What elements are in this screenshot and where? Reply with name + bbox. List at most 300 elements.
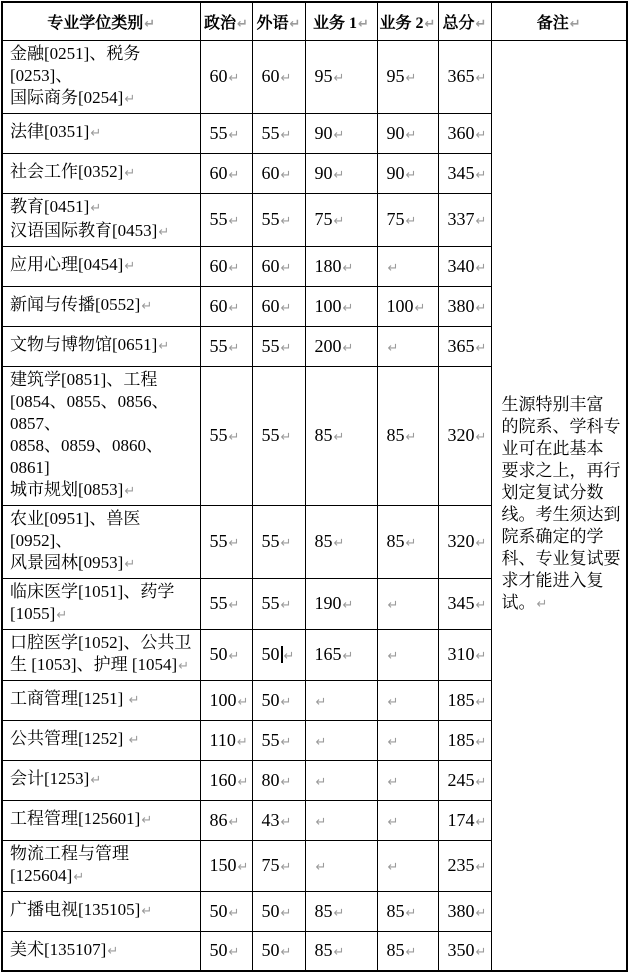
cell-value: 50 (261, 689, 280, 710)
cell-value: 55 (209, 593, 228, 613)
return-mark-icon: ↵ (228, 536, 240, 551)
return-mark-icon: ↵ (475, 814, 487, 830)
cell-politics[interactable] (200, 505, 252, 578)
text-cursor (281, 646, 283, 663)
cell-business2[interactable] (377, 366, 438, 505)
cell-foreign[interactable] (252, 840, 305, 891)
cell-total[interactable] (438, 113, 491, 153)
cell-text: 新闻与传播[0552] (10, 295, 141, 314)
cell-value: 337 (447, 209, 475, 229)
cell-foreign[interactable] (252, 505, 305, 578)
cell-total[interactable] (438, 840, 491, 891)
return-mark-icon: ↵ (280, 905, 292, 921)
cell-total[interactable] (438, 153, 491, 193)
cell-total[interactable] (438, 326, 491, 366)
cell-category[interactable] (2, 800, 200, 840)
return-mark-icon: ↵ (158, 224, 170, 240)
cell-politics[interactable] (200, 40, 252, 113)
table-row (2, 40, 627, 113)
cell-text: 院系确定的学 (501, 527, 604, 547)
return-mark-icon: ↵ (280, 598, 292, 613)
cell-category[interactable] (2, 193, 200, 246)
return-mark-icon: ↵ (280, 860, 292, 875)
cell-foreign[interactable] (252, 153, 305, 193)
return-mark-icon: ↵ (475, 905, 487, 921)
return-mark-icon: ↵ (405, 945, 417, 961)
return-mark-icon: ↵ (124, 556, 136, 572)
return-mark-icon: ↵ (280, 694, 292, 710)
cell-value: 345 (447, 162, 475, 183)
cell-value: 55 (209, 531, 228, 551)
return-mark-icon: ↵ (280, 430, 292, 445)
remark-line (502, 416, 621, 438)
cell-value: 86 (209, 809, 228, 830)
cell-foreign[interactable] (252, 286, 305, 326)
cell-total[interactable] (438, 505, 491, 578)
cell-politics[interactable] (200, 286, 252, 326)
return-mark-icon: ↵ (228, 598, 240, 613)
cell-politics[interactable] (200, 760, 252, 800)
cell-category[interactable] (2, 629, 200, 680)
return-mark-icon: ↵ (333, 536, 345, 551)
cell-total[interactable] (438, 246, 491, 286)
return-mark-icon: ↵ (228, 260, 240, 276)
cell-business2[interactable] (377, 246, 438, 286)
cell-business1[interactable] (305, 246, 377, 286)
cell-business1[interactable] (305, 40, 377, 113)
cell-text: 文物与博物馆[0651] (10, 335, 158, 354)
cell-value: 55 (261, 425, 280, 445)
cell-value: 55 (261, 531, 280, 551)
cell-value: 90 (314, 122, 333, 143)
return-mark-icon: ↵ (141, 299, 153, 314)
return-mark-icon: ↵ (124, 483, 136, 499)
return-mark-icon: ↵ (228, 649, 240, 664)
cell-value: 160 (209, 769, 237, 790)
cell-foreign[interactable] (252, 246, 305, 286)
cell-business2[interactable] (377, 931, 438, 971)
return-mark-icon: ↵ (228, 127, 240, 143)
return-mark-icon: ↵ (280, 214, 292, 229)
cell-business2[interactable] (377, 840, 438, 891)
return-mark-icon: ↵ (289, 16, 301, 32)
cell-text: 临床医学[1051]、药学 (10, 581, 175, 601)
return-mark-icon: ↵ (280, 260, 292, 276)
cell-value: 90 (314, 162, 333, 183)
cell-category[interactable] (2, 891, 200, 931)
category-line (10, 768, 197, 792)
cell-text: [125604] (10, 865, 73, 885)
remark-line (502, 438, 621, 460)
category-line (10, 43, 197, 87)
cell-value: 380 (447, 295, 475, 316)
cell-foreign[interactable] (252, 680, 305, 720)
return-mark-icon: ↵ (342, 649, 354, 664)
cell-value: 360 (447, 122, 475, 143)
cell-value: 80 (261, 769, 280, 790)
cell-foreign[interactable] (252, 40, 305, 113)
return-mark-icon: ↵ (237, 694, 249, 710)
return-mark-icon: ↵ (475, 16, 487, 32)
cell-value: 345 (447, 593, 475, 613)
return-mark-icon: ↵ (387, 598, 399, 613)
cell-business2[interactable] (377, 113, 438, 153)
cell-value: 95 (314, 66, 333, 86)
cell-value: 90 (386, 162, 405, 183)
cell-value: 60 (209, 66, 228, 86)
return-mark-icon: ↵ (237, 16, 248, 32)
remark-line (502, 548, 621, 570)
cell-category[interactable] (2, 246, 200, 286)
cell-value: 55 (209, 209, 228, 229)
header-label: 政治 (204, 14, 237, 32)
cell-value: 95 (386, 66, 405, 86)
return-mark-icon: ↵ (280, 814, 292, 830)
cell-category[interactable] (2, 286, 200, 326)
cell-value: 43 (261, 809, 280, 830)
cell-foreign[interactable] (252, 578, 305, 629)
cell-text: 广播电视[135105] (10, 900, 141, 919)
return-mark-icon: ↵ (124, 259, 136, 274)
category-line (10, 196, 197, 220)
category-line (10, 508, 197, 552)
return-mark-icon: ↵ (387, 734, 399, 750)
cell-value: 50 (261, 900, 280, 921)
cell-value: 60 (261, 162, 280, 183)
cell-value: 320 (447, 531, 475, 551)
return-mark-icon: ↵ (90, 773, 102, 788)
cell-remark[interactable] (491, 40, 627, 971)
cell-value: 85 (314, 940, 333, 961)
cell-foreign[interactable] (252, 113, 305, 153)
return-mark-icon: ↵ (237, 860, 249, 875)
category-line (10, 899, 197, 923)
cell-category[interactable] (2, 760, 200, 800)
cell-total[interactable] (438, 578, 491, 629)
return-mark-icon: ↵ (280, 774, 292, 790)
cell-value: 174 (447, 809, 475, 830)
cell-text: 会计[1253] (10, 769, 90, 788)
cell-business2[interactable] (377, 629, 438, 680)
return-mark-icon: ↵ (405, 127, 417, 143)
header-label: 总分 (442, 14, 475, 32)
cell-value: 75 (314, 209, 333, 229)
cell-business1[interactable] (305, 840, 377, 891)
return-mark-icon: ↵ (475, 430, 487, 445)
cell-business2[interactable] (377, 800, 438, 840)
cell-text: 的院系、学科专 (501, 417, 621, 437)
cell-foreign[interactable] (252, 326, 305, 366)
return-mark-icon: ↵ (228, 905, 240, 921)
return-mark-icon: ↵ (280, 536, 292, 551)
cell-value: 55 (209, 335, 228, 356)
return-mark-icon: ↵ (475, 649, 487, 664)
cell-foreign[interactable] (252, 931, 305, 971)
cell-category[interactable] (2, 113, 200, 153)
cell-category[interactable] (2, 931, 200, 971)
return-mark-icon: ↵ (475, 536, 487, 551)
return-mark-icon: ↵ (228, 214, 240, 229)
return-mark-icon: ↵ (405, 536, 417, 551)
category-line (10, 552, 197, 576)
return-mark-icon: ↵ (141, 904, 153, 919)
cell-foreign[interactable] (252, 800, 305, 840)
cell-value: 320 (447, 425, 475, 445)
return-mark-icon: ↵ (475, 774, 487, 790)
cell-politics[interactable] (200, 578, 252, 629)
cell-category[interactable] (2, 153, 200, 193)
cell-value: 190 (314, 593, 342, 613)
cell-politics[interactable] (200, 326, 252, 366)
cell-category[interactable] (2, 40, 200, 113)
return-mark-icon: ↵ (405, 167, 417, 183)
column-header-business2[interactable] (377, 2, 438, 40)
cell-politics[interactable] (200, 931, 252, 971)
return-mark-icon: ↵ (228, 945, 240, 961)
return-mark-icon: ↵ (387, 814, 399, 830)
cell-politics[interactable] (200, 113, 252, 153)
cell-text: 工程管理[125601] (10, 809, 141, 828)
cell-text: 试。 (501, 593, 536, 613)
header-label: 业务 1 (313, 14, 358, 32)
return-mark-icon: ↵ (236, 734, 248, 750)
return-mark-icon: ↵ (475, 167, 487, 183)
cell-foreign[interactable] (252, 720, 305, 760)
column-header-politics[interactable] (200, 2, 252, 40)
cell-text: 建筑学[0851]、工程 (10, 369, 158, 389)
cell-total[interactable] (438, 931, 491, 971)
cell-total[interactable] (438, 800, 491, 840)
cell-category[interactable] (2, 505, 200, 578)
return-mark-icon: ↵ (228, 71, 240, 86)
cell-value: 85 (314, 425, 333, 445)
return-mark-icon: ↵ (387, 649, 399, 664)
cell-value: 110 (209, 729, 236, 750)
cell-business2[interactable] (377, 680, 438, 720)
cell-text: 风景园林[0953] (10, 552, 124, 572)
cell-business2[interactable] (377, 505, 438, 578)
cell-value: 55 (209, 425, 228, 445)
category-line (10, 688, 197, 712)
return-mark-icon: ↵ (228, 340, 240, 356)
cell-politics[interactable] (200, 366, 252, 505)
cell-value: 235 (447, 855, 475, 875)
return-mark-icon: ↵ (315, 694, 327, 710)
cell-politics[interactable] (200, 153, 252, 193)
return-mark-icon: ↵ (128, 693, 140, 708)
cell-value: 150 (209, 855, 237, 875)
cell-business1[interactable] (305, 629, 377, 680)
cell-foreign[interactable] (252, 760, 305, 800)
category-line (10, 581, 197, 603)
cell-value: 50 (209, 900, 228, 921)
cell-category[interactable] (2, 680, 200, 720)
return-mark-icon: ↵ (90, 126, 102, 141)
cell-business1[interactable] (305, 680, 377, 720)
cell-total[interactable] (438, 891, 491, 931)
cell-value: 85 (386, 900, 405, 921)
return-mark-icon: ↵ (228, 167, 240, 183)
remark-line (502, 394, 621, 416)
cell-value: 350 (447, 940, 475, 961)
cell-total[interactable] (438, 760, 491, 800)
cell-politics[interactable] (200, 891, 252, 931)
return-mark-icon: ↵ (141, 813, 153, 828)
column-header-business1[interactable] (305, 2, 377, 40)
return-mark-icon: ↵ (475, 598, 487, 613)
cell-business1[interactable] (305, 153, 377, 193)
return-mark-icon: ↵ (280, 340, 292, 356)
cell-total[interactable] (438, 366, 491, 505)
cell-business2[interactable] (377, 40, 438, 113)
return-mark-icon: ↵ (405, 905, 417, 921)
remark-line (502, 526, 621, 548)
cell-value: 100 (314, 295, 342, 316)
cell-politics[interactable] (200, 193, 252, 246)
column-header-category[interactable] (2, 2, 200, 40)
return-mark-icon: ↵ (107, 943, 119, 959)
cell-total[interactable] (438, 40, 491, 113)
cell-value: 90 (386, 122, 405, 143)
cell-text: 求才能进入复 (501, 571, 604, 591)
cell-foreign[interactable] (252, 629, 305, 680)
category-line (10, 603, 197, 627)
cell-value: 50 (209, 940, 228, 961)
cell-category[interactable] (2, 326, 200, 366)
category-line (10, 865, 197, 889)
admission-score-table (1, 1, 628, 972)
table-body (2, 40, 627, 971)
header-label: 备注 (536, 14, 569, 32)
cell-business2[interactable] (377, 153, 438, 193)
cell-business1[interactable] (305, 505, 377, 578)
cell-business1[interactable] (305, 578, 377, 629)
return-mark-icon: ↵ (475, 300, 487, 316)
cell-politics[interactable] (200, 720, 252, 760)
cell-politics[interactable] (200, 800, 252, 840)
remark-line (502, 592, 621, 616)
cell-total[interactable] (438, 193, 491, 246)
cell-text: 生源特别丰富 (501, 395, 604, 415)
cell-foreign[interactable] (252, 891, 305, 931)
cell-text: 法律[0351] (10, 122, 90, 141)
cell-value: 365 (447, 335, 475, 356)
category-line (10, 391, 197, 435)
cell-value: 55 (261, 593, 280, 613)
return-mark-icon: ↵ (387, 694, 399, 710)
cell-category[interactable] (2, 578, 200, 629)
cell-text: 农业[0951]、兽医[0952]、 (10, 508, 141, 550)
cell-business1[interactable] (305, 113, 377, 153)
return-mark-icon: ↵ (237, 774, 249, 790)
column-header-remark[interactable] (491, 2, 627, 40)
cell-business2[interactable] (377, 891, 438, 931)
cell-business1[interactable] (305, 760, 377, 800)
cell-category[interactable] (2, 720, 200, 760)
return-mark-icon: ↵ (475, 214, 487, 229)
return-mark-icon: ↵ (414, 300, 426, 316)
cell-business1[interactable] (305, 800, 377, 840)
column-header-foreign-language[interactable] (252, 2, 305, 40)
cell-business2[interactable] (377, 193, 438, 246)
cell-value: 100 (209, 689, 237, 710)
cell-total[interactable] (438, 629, 491, 680)
cell-business1[interactable] (305, 366, 377, 505)
cell-business1[interactable] (305, 326, 377, 366)
cell-value: 60 (261, 66, 280, 86)
return-mark-icon: ↵ (280, 945, 292, 961)
category-line (10, 435, 197, 479)
cell-text: 线。考生须达到 (501, 505, 621, 525)
cell-politics[interactable] (200, 246, 252, 286)
remark-line (502, 482, 621, 504)
return-mark-icon: ↵ (342, 598, 354, 613)
cell-value: 60 (209, 255, 228, 276)
cell-value: 340 (447, 255, 475, 276)
cell-text: [0854、0855、0856、0857、 (10, 391, 169, 433)
cell-politics[interactable] (200, 680, 252, 720)
cell-business1[interactable] (305, 891, 377, 931)
return-mark-icon: ↵ (333, 71, 345, 86)
cell-business1[interactable] (305, 931, 377, 971)
category-line (10, 808, 197, 832)
cell-politics[interactable] (200, 840, 252, 891)
category-line (10, 632, 197, 654)
cell-value: 185 (447, 729, 475, 750)
cell-total[interactable] (438, 286, 491, 326)
cell-value: 60 (209, 295, 228, 316)
return-mark-icon: ↵ (315, 734, 327, 750)
return-mark-icon: ↵ (280, 300, 292, 316)
cell-value: 85 (386, 940, 405, 961)
cell-category[interactable] (2, 840, 200, 891)
cell-business2[interactable] (377, 578, 438, 629)
category-line (10, 939, 197, 963)
cell-category[interactable] (2, 366, 200, 505)
cell-foreign[interactable] (252, 193, 305, 246)
category-line (10, 294, 197, 318)
return-mark-icon: ↵ (405, 214, 417, 229)
cell-business1[interactable] (305, 193, 377, 246)
cell-business1[interactable] (305, 720, 377, 760)
return-mark-icon: ↵ (475, 71, 487, 86)
return-mark-icon: ↵ (387, 860, 399, 875)
header-label: 专业学位类别 (47, 14, 144, 32)
category-line (10, 479, 197, 503)
cell-total[interactable] (438, 720, 491, 760)
cell-business2[interactable] (377, 326, 438, 366)
column-header-total[interactable] (438, 2, 491, 40)
cell-foreign[interactable] (252, 366, 305, 505)
return-mark-icon: ↵ (342, 260, 354, 276)
cell-business2[interactable] (377, 760, 438, 800)
cell-value: 85 (386, 531, 405, 551)
return-mark-icon: ↵ (424, 16, 436, 32)
cell-business2[interactable] (377, 720, 438, 760)
category-line (10, 220, 197, 244)
cell-total[interactable] (438, 680, 491, 720)
return-mark-icon: ↵ (475, 945, 487, 961)
return-mark-icon: ↵ (342, 300, 354, 316)
return-mark-icon: ↵ (124, 166, 136, 181)
cell-politics[interactable] (200, 629, 252, 680)
cell-value: 85 (314, 900, 333, 921)
category-line (10, 121, 197, 145)
cell-business1[interactable] (305, 286, 377, 326)
cell-business2[interactable] (377, 286, 438, 326)
return-mark-icon: ↵ (315, 860, 327, 875)
cell-text: 工商管理[1251] (10, 689, 128, 708)
